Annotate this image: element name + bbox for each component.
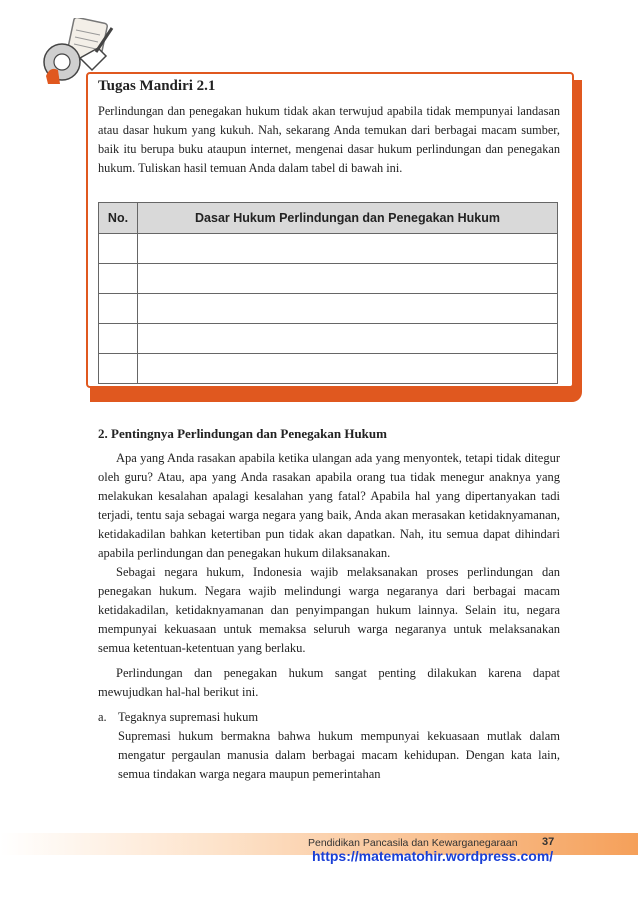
task-title: Tugas Mandiri 2.1 (98, 78, 216, 94)
task-box (86, 72, 574, 388)
table-cell[interactable] (99, 264, 138, 294)
section-heading: 2. Pentingnya Perlindungan dan Penegakan Hukum (98, 426, 387, 441)
list-item-text: Supremasi hukum bermakna bahwa hukum mempunyai kekuasaan mutlak dalam mengatur pergaulan manusia dalam berbagai macam kehidupan. Dengan kata lain, semua tindakan warga negara maupun pemerintahan (118, 729, 560, 781)
table-cell[interactable] (99, 234, 138, 264)
table-cell[interactable] (99, 354, 138, 384)
footer-book-title: Pendidikan Pancasila dan Kewarganegaraan (308, 837, 518, 849)
source-url[interactable]: https://matematohir.wordpress.com/ (312, 848, 554, 864)
list-marker: a. (98, 710, 107, 724)
section-body (98, 449, 560, 784)
table-row (99, 294, 558, 324)
paragraph-2: Sebagai negara hukum, Indonesia wajib melaksanakan proses perlindungan dan penegakan hukum. Negara wajib melindungi warga negaranya dari berbagai macam ketidakadilan, ketidaknyamanan dan penyimpangan hukum lainnya. Selain itu, negara mempunyai kekuasaan untuk memaksa seluruh warga negaranya untuk melaksanakan semua ketentuan-ketentuan yang berlaku. (98, 565, 560, 655)
table-cell[interactable] (99, 324, 138, 354)
table-cell[interactable] (138, 234, 558, 264)
task-instruction: Perlindungan dan penegakan hukum tidak akan terwujud apabila tidak mempunyai landasan atau dasar hukum yang kukuh. Nah, sekarang Anda temukan dari berbagai macam sumber, baik itu berupa buku ataupun internet, mengenai dasar hukum perlindungan dan penegakan hukum. Tuliskan hasil temuan Anda dalam tabel di bawah ini. (98, 104, 560, 175)
table-row (99, 324, 558, 354)
answer-table (98, 202, 558, 384)
table-header-row (99, 203, 558, 234)
table-cell[interactable] (138, 264, 558, 294)
page-number: 37 (542, 836, 555, 848)
column-header-legal-basis: Dasar Hukum Perlindungan dan Penegakan Hukum (138, 203, 558, 234)
list-item (98, 708, 560, 784)
paragraph-1: Apa yang Anda rasakan apabila ketika ulangan ada yang menyontek, tetapi tidak ditegur oleh guru? Atau, apa yang Anda rasakan apabila orang tua tidak menegur anaknya yang melakukan kesalahan apalagi kesalahan yang fatal? Apabila hal yang dipertanyakan tadi terjadi, tentu saja sebagai warga negara yang baik, Anda akan merasakan ketidaknyamanan, ketidakadilan bahkan ketertiban pun tidak akan dapatkan. Nah, itu semua dapat dihindari apabila perlindungan dan penegakan hukum dilaksanakan. (98, 451, 560, 560)
column-header-no: No. (99, 203, 138, 234)
table-cell[interactable] (138, 354, 558, 384)
table-row (99, 234, 558, 264)
table-cell[interactable] (99, 294, 138, 324)
table-cell[interactable] (138, 324, 558, 354)
list-item-title: Tegaknya supremasi hukum (118, 710, 259, 724)
table-row (99, 264, 558, 294)
table-row (99, 354, 558, 384)
paragraph-3: Perlindungan dan penegakan hukum sangat penting dilakukan karena dapat mewujudkan hal-hal berikut ini. (98, 666, 560, 699)
table-cell[interactable] (138, 294, 558, 324)
